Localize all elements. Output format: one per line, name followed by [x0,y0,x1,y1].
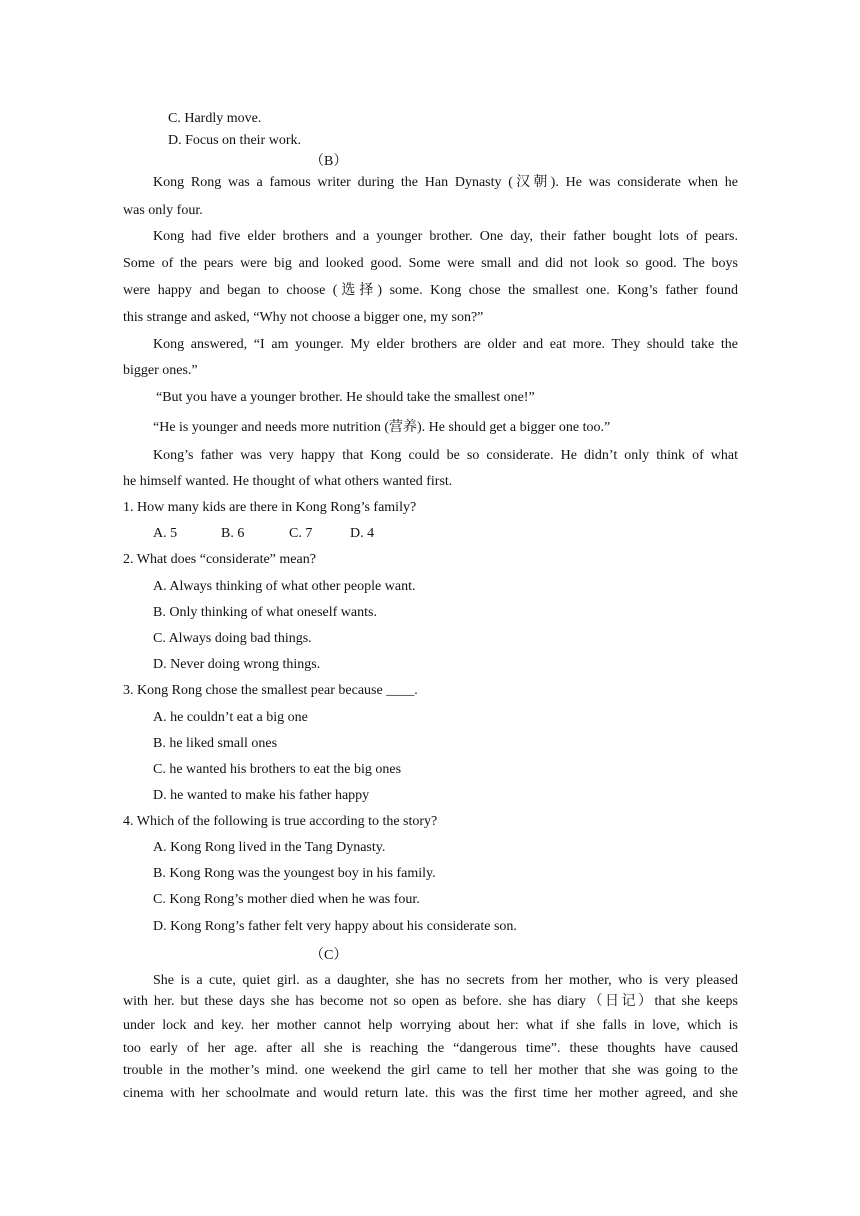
question-1: 1. How many kids are there in Kong Rong’s family? [123,500,417,515]
option-d: D. Kong Rong’s father felt very happy about his considerate son. [153,919,517,934]
option-d: D. 4 [350,526,375,541]
option-b: B. he liked small ones [153,736,278,751]
option-c: C. he wanted his brothers to eat the big ones [153,762,402,777]
paragraph-line: cinema with her schoolmate and would return late. this was the first time her mother agreed, and she [123,1086,738,1101]
prev-option-d: D. Focus on their work. [168,133,301,148]
question-4: 4. Which of the following is true according to the story? [123,814,438,829]
section-c-heading: （C） [310,948,348,963]
paragraph-line: bigger ones.” [123,363,198,378]
paragraph-line: this strange and asked, “Why not choose a bigger one, my son?” [123,310,484,325]
paragraph-line: Kong’s father was very happy that Kong could be so considerate. He didn’t only think of what [153,448,738,463]
paragraph-line: Kong had five elder brothers and a younger brother. One day, their father bought lots of pears. [153,229,738,244]
option-a: A. Kong Rong lived in the Tang Dynasty. [153,840,386,855]
paragraph-line: were happy and began to choose (选择) some. Kong chose the smallest one. Kong’s father found [123,283,738,298]
paragraph-line: under lock and key. her mother cannot help worrying about her: what if she falls in love, which is [123,1018,738,1033]
option-c: C. Always doing bad things. [153,631,312,646]
paragraph-line: “But you have a younger brother. He should take the smallest one!” [156,390,535,405]
question-2: 2. What does “considerate” mean? [123,552,316,567]
paragraph-line: he himself wanted. He thought of what others wanted first. [123,474,453,489]
option-b: B. Only thinking of what oneself wants. [153,605,377,620]
question-3: 3. Kong Rong chose the smallest pear because ____. [123,683,418,698]
option-d: D. Never doing wrong things. [153,657,321,672]
section-b-heading: （B） [310,154,348,169]
option-b: B. 6 [221,526,245,541]
paragraph-line: too early of her age. after all she is reaching the “dangerous time”. these thoughts have caused [123,1041,738,1056]
paragraph-line: Kong Rong was a famous writer during the Han Dynasty (汉朝). He was considerate when he [153,175,738,190]
option-a: A. he couldn’t eat a big one [153,710,308,725]
paragraph-line: Kong answered, “I am younger. My elder brothers are older and eat more. They should take the [153,337,738,352]
option-a: A. 5 [153,526,178,541]
paragraph-line: Some of the pears were big and looked good. Some were small and did not look so good. The boys [123,256,738,271]
paragraph-line: with her. but these days she has become not so open as before. she has diary（日记）that she keeps [123,994,738,1009]
option-d: D. he wanted to make his father happy [153,788,370,803]
option-b: B. Kong Rong was the youngest boy in his family. [153,866,436,881]
prev-option-c: C. Hardly move. [168,111,262,126]
option-a: A. Always thinking of what other people want. [153,579,416,594]
paragraph-line: was only four. [123,203,203,218]
option-c: C. 7 [289,526,313,541]
paragraph-line: trouble in the mother’s mind. one weekend the girl came to tell her mother that she was going to the [123,1063,738,1078]
option-c: C. Kong Rong’s mother died when he was four. [153,892,420,907]
paragraph-line: She is a cute, quiet girl. as a daughter, she has no secrets from her mother, who is very pleased [153,973,738,988]
paragraph-line: “He is younger and needs more nutrition (营养). He should get a bigger one too.” [153,420,611,435]
